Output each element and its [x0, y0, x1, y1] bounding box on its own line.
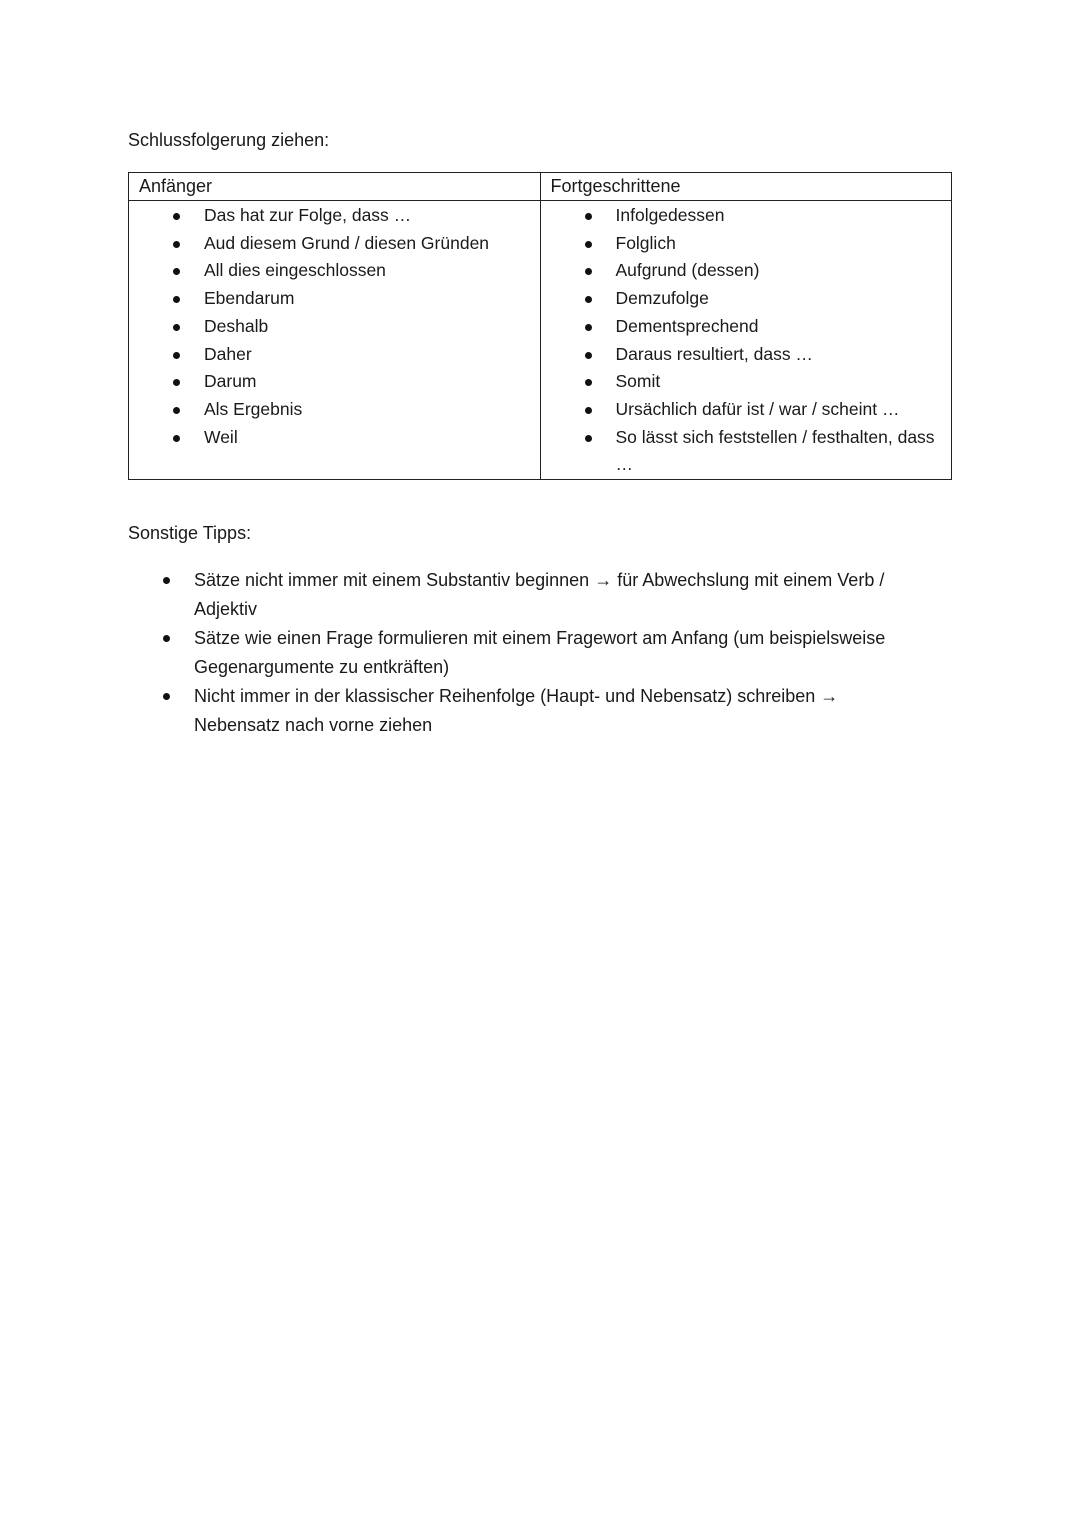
advanced-list [541, 202, 952, 479]
list-item: Daraus resultiert, dass … [541, 341, 952, 369]
column-header-advanced: Fortgeschrittene [540, 173, 952, 201]
beginner-cell [129, 201, 541, 480]
list-item: Sätze wie einen Frage formulieren mit einem Fragewort am Anfang (um beispielsweise Gegenargumente zu entkräften) [128, 624, 918, 682]
list-item: Demzufolge [541, 285, 952, 313]
list-item: Als Ergebnis [129, 396, 540, 424]
list-item: Dementsprechend [541, 313, 952, 341]
list-item: Aufgrund (dessen) [541, 257, 952, 285]
list-item: Nicht immer in der klassischer Reihenfolge (Haupt- und Nebensatz) schreiben → Nebensatz nach vorne ziehen [128, 682, 918, 740]
list-item: Folglich [541, 230, 952, 258]
list-item: Weil [129, 424, 540, 452]
column-header-beginner: Anfänger [129, 173, 541, 201]
list-item: Darum [129, 368, 540, 396]
list-item: Das hat zur Folge, dass … [129, 202, 540, 230]
list-item: Ebendarum [129, 285, 540, 313]
list-item: Infolgedessen [541, 202, 952, 230]
list-item: So lässt sich feststellen / festhalten, dass … [541, 424, 952, 479]
list-item: Ursächlich dafür ist / war / scheint … [541, 396, 952, 424]
tips-list [128, 566, 918, 740]
advanced-cell [540, 201, 952, 480]
section-title-tips: Sonstige Tipps: [128, 523, 252, 543]
list-item: Somit [541, 368, 952, 396]
beginner-list [129, 202, 540, 451]
list-item: Deshalb [129, 313, 540, 341]
list-item: Sätze nicht immer mit einem Substantiv beginnen → für Abwechslung mit einem Verb / Adjektiv [128, 566, 918, 624]
phrases-table [128, 172, 952, 480]
list-item: Daher [129, 341, 540, 369]
section-title-conclusion: Schlussfolgerung ziehen: [128, 130, 330, 150]
list-item: All dies eingeschlossen [129, 257, 540, 285]
list-item: Aud diesem Grund / diesen Gründen [129, 230, 540, 258]
